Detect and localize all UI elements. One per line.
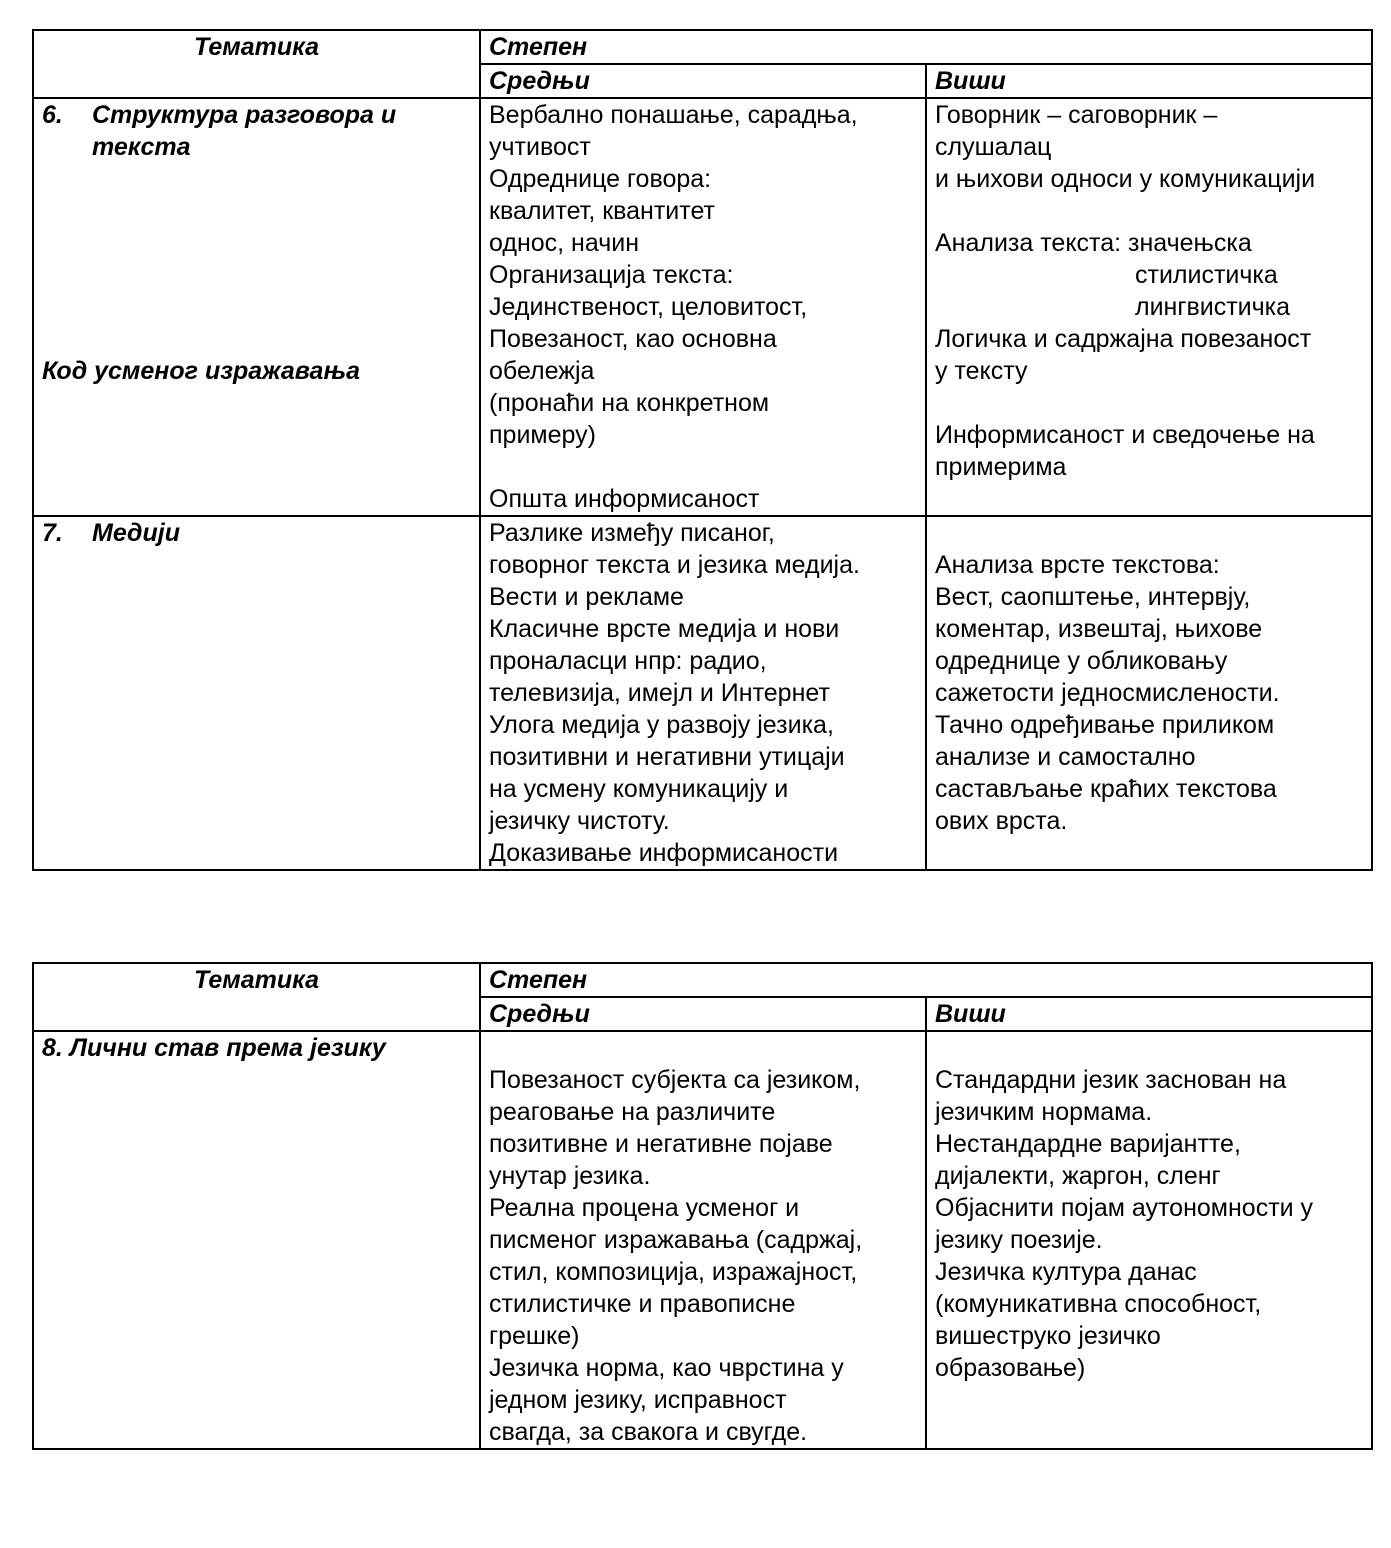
topic-header: Тематика (194, 33, 319, 61)
content-line: језичким нормама. (935, 1098, 1153, 1126)
content-line: Објаснити појам аутономности у (935, 1194, 1314, 1222)
content-line: вишеструко језичко (935, 1322, 1161, 1350)
higher-header-cell (926, 64, 1372, 98)
header-row (33, 30, 1372, 64)
topic-number: 7. (42, 519, 63, 547)
higher-header-cell (926, 997, 1372, 1031)
content-line: Реална процена усменог и (489, 1194, 800, 1222)
content-line: слушалац (935, 133, 1052, 161)
content-line: Класичне врсте медија и нови (489, 615, 840, 643)
content-line: Улога медија у развоју језика, (489, 711, 834, 739)
content-line: Општа информисаност (489, 485, 760, 513)
content-line: квалитет, квантитет (489, 197, 715, 225)
content-line: реаговање на различите (489, 1098, 776, 1126)
content-line: и њихови односи у комуникацији (935, 165, 1316, 193)
content-line: Нестандардне варијантте, (935, 1130, 1241, 1158)
level-header: Степен (489, 33, 588, 61)
topic-title (42, 99, 471, 163)
content-line: примерима (935, 453, 1067, 481)
content-line: одреднице у обликовању (935, 647, 1228, 675)
middle-content-cell (480, 98, 926, 516)
topic-cell (33, 98, 480, 516)
content-line: Анализа текста: значењска (935, 229, 1252, 257)
topic-title-text: 8. Лични став према језику (42, 1034, 386, 1062)
content-line: стилистичка (1135, 261, 1278, 289)
content-line: Доказивање информисаности (489, 839, 839, 867)
content-line: стил, композиција, изражајност, (489, 1258, 858, 1286)
content-line (935, 387, 1363, 419)
content-line: ових врста. (935, 807, 1068, 835)
content-line: у тексту (935, 357, 1028, 385)
topic-title-line: текста (92, 133, 191, 161)
content-line: Језичка култура данас (935, 1258, 1197, 1286)
content-line (935, 195, 1363, 227)
middle-content-cell (480, 516, 926, 870)
middle-level-header: Средњи (489, 67, 590, 95)
content-line: Вест, саопштење, интервју, (935, 583, 1251, 611)
topic-title (42, 517, 471, 549)
level-header-cell (480, 30, 1372, 64)
level-header-cell (480, 963, 1372, 997)
content-line: позитивне и негативне појаве (489, 1130, 833, 1158)
content-line: Анализа врсте текстова: (935, 551, 1220, 579)
content-line: Тачно одређивање приликом (935, 711, 1275, 739)
header-row (33, 963, 1372, 997)
content-line: једном језику, исправност (489, 1386, 787, 1414)
content-line: дијалекти, жаргон, сленг (935, 1162, 1221, 1190)
topic-header: Тематика (194, 966, 319, 994)
content-line: на усмену комуникацију и (489, 775, 789, 803)
middle-content-cell (480, 1031, 926, 1449)
level-header: Степен (489, 966, 588, 994)
topic-sublabel: Код усменог изражавања (42, 357, 360, 385)
content-line: говорног текста и језика медија. (489, 551, 860, 579)
topic-cell (33, 516, 480, 870)
content-line: Разлике између писаног, (489, 519, 775, 547)
higher-content-cell (926, 98, 1372, 516)
topic-title-text: Медији (92, 519, 180, 547)
curriculum-table-1 (32, 29, 1373, 871)
content-line: учтивост (489, 133, 591, 161)
content-line: лингвистичка (1135, 293, 1291, 321)
content-line: Повезаност, као основна (489, 325, 777, 353)
content-line: Језичка норма, као чврстина у (489, 1354, 844, 1382)
table-row (33, 1031, 1372, 1449)
content-line: Одреднице говора: (489, 165, 712, 193)
topic-title (42, 1032, 471, 1064)
content-line: стилистичке и правописне (489, 1290, 796, 1318)
middle-header-cell (480, 64, 926, 98)
table-row (33, 98, 1372, 516)
higher-content-cell (926, 516, 1372, 870)
content-line: обележја (489, 357, 595, 385)
content-line: језичку чистоту. (489, 807, 670, 835)
content-line: Повезаност субјекта са језиком, (489, 1066, 861, 1094)
content-line: проналасци нпр: радио, (489, 647, 767, 675)
higher-content-cell (926, 1031, 1372, 1449)
content-line: (комуникативна способност, (935, 1290, 1262, 1318)
spacer (42, 163, 471, 355)
topic-cell (33, 1031, 480, 1449)
content-line: Информисаност и сведочење на (935, 421, 1315, 449)
content-line: образовање) (935, 1354, 1086, 1382)
content-line: (пронаћи на конкретном (489, 389, 770, 417)
content-line: однос, начин (489, 229, 639, 257)
content-line: Организација текста: (489, 261, 734, 289)
content-line: грешке) (489, 1322, 580, 1350)
topic-title-line: Структура разговора и (92, 101, 397, 129)
middle-level-header: Средњи (489, 1000, 590, 1028)
content-line (489, 451, 917, 483)
content-line: коментар, извештај, њихове (935, 615, 1263, 643)
content-line: Стандардни језик заснован на (935, 1066, 1287, 1094)
content-line: позитивни и негативни утицаји (489, 743, 845, 771)
content-line: унутар језика. (489, 1162, 651, 1190)
content-line: телевизија, имејл и Интернет (489, 679, 830, 707)
topic-header-cell (33, 30, 480, 98)
curriculum-table-2 (32, 962, 1373, 1450)
middle-header-cell (480, 997, 926, 1031)
topic-header-cell (33, 963, 480, 1031)
topic-number: 6. (42, 101, 63, 129)
content-line: Јединственост, целовитост, (489, 293, 808, 321)
content-line: сажетости једносмислености. (935, 679, 1280, 707)
content-line: примеру) (489, 421, 596, 449)
content-line: писменог изражавања (садржај, (489, 1226, 863, 1254)
content-line (935, 1032, 1363, 1064)
content-line (935, 517, 1363, 549)
content-line: Говорник – саговорник – (935, 101, 1218, 129)
content-line: Вести и рекламе (489, 583, 684, 611)
table-row (33, 516, 1372, 870)
content-line: језику поезије. (935, 1226, 1103, 1254)
content-line: анализе и самостално (935, 743, 1196, 771)
content-line: Вербално понашање, сарадња, (489, 101, 858, 129)
content-line (489, 1032, 917, 1064)
content-line: Логичка и садржајна повезаност (935, 325, 1312, 353)
content-line: састављање краћих текстова (935, 775, 1277, 803)
higher-level-header: Виши (935, 67, 1006, 95)
content-line: свагда, за свакога и свугде. (489, 1418, 808, 1446)
higher-level-header: Виши (935, 1000, 1006, 1028)
